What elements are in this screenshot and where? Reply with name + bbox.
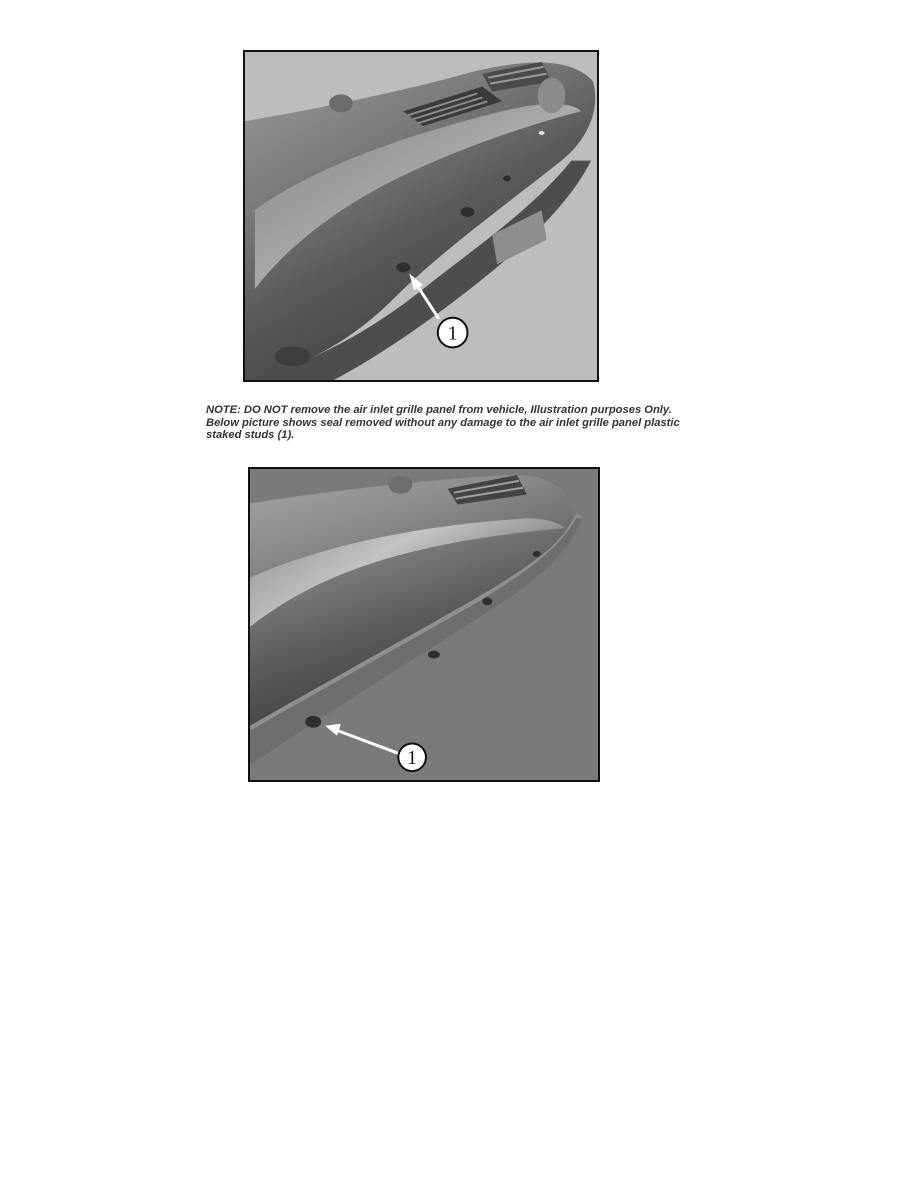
callout-label: 1 [407,747,418,770]
note-line-2: Below picture shows seal removed without any damage to the air inlet grille panel plastic [206,416,680,429]
note-line-1: NOTE: DO NOT remove the air inlet grille panel from vehicle, Illustration purposes Only. [206,404,672,416]
grille-photo-1 [245,52,597,380]
figure-grille-with-seal [243,50,599,382]
callout-label: 1 [447,322,458,345]
note-text [206,404,746,442]
callout-circle-icon [398,743,426,771]
grille-photo-2 [250,469,598,780]
figure-grille-seal-removed [248,467,600,782]
callout-circle-icon [438,318,468,348]
note-line-3: staked studs (1). [206,429,295,441]
